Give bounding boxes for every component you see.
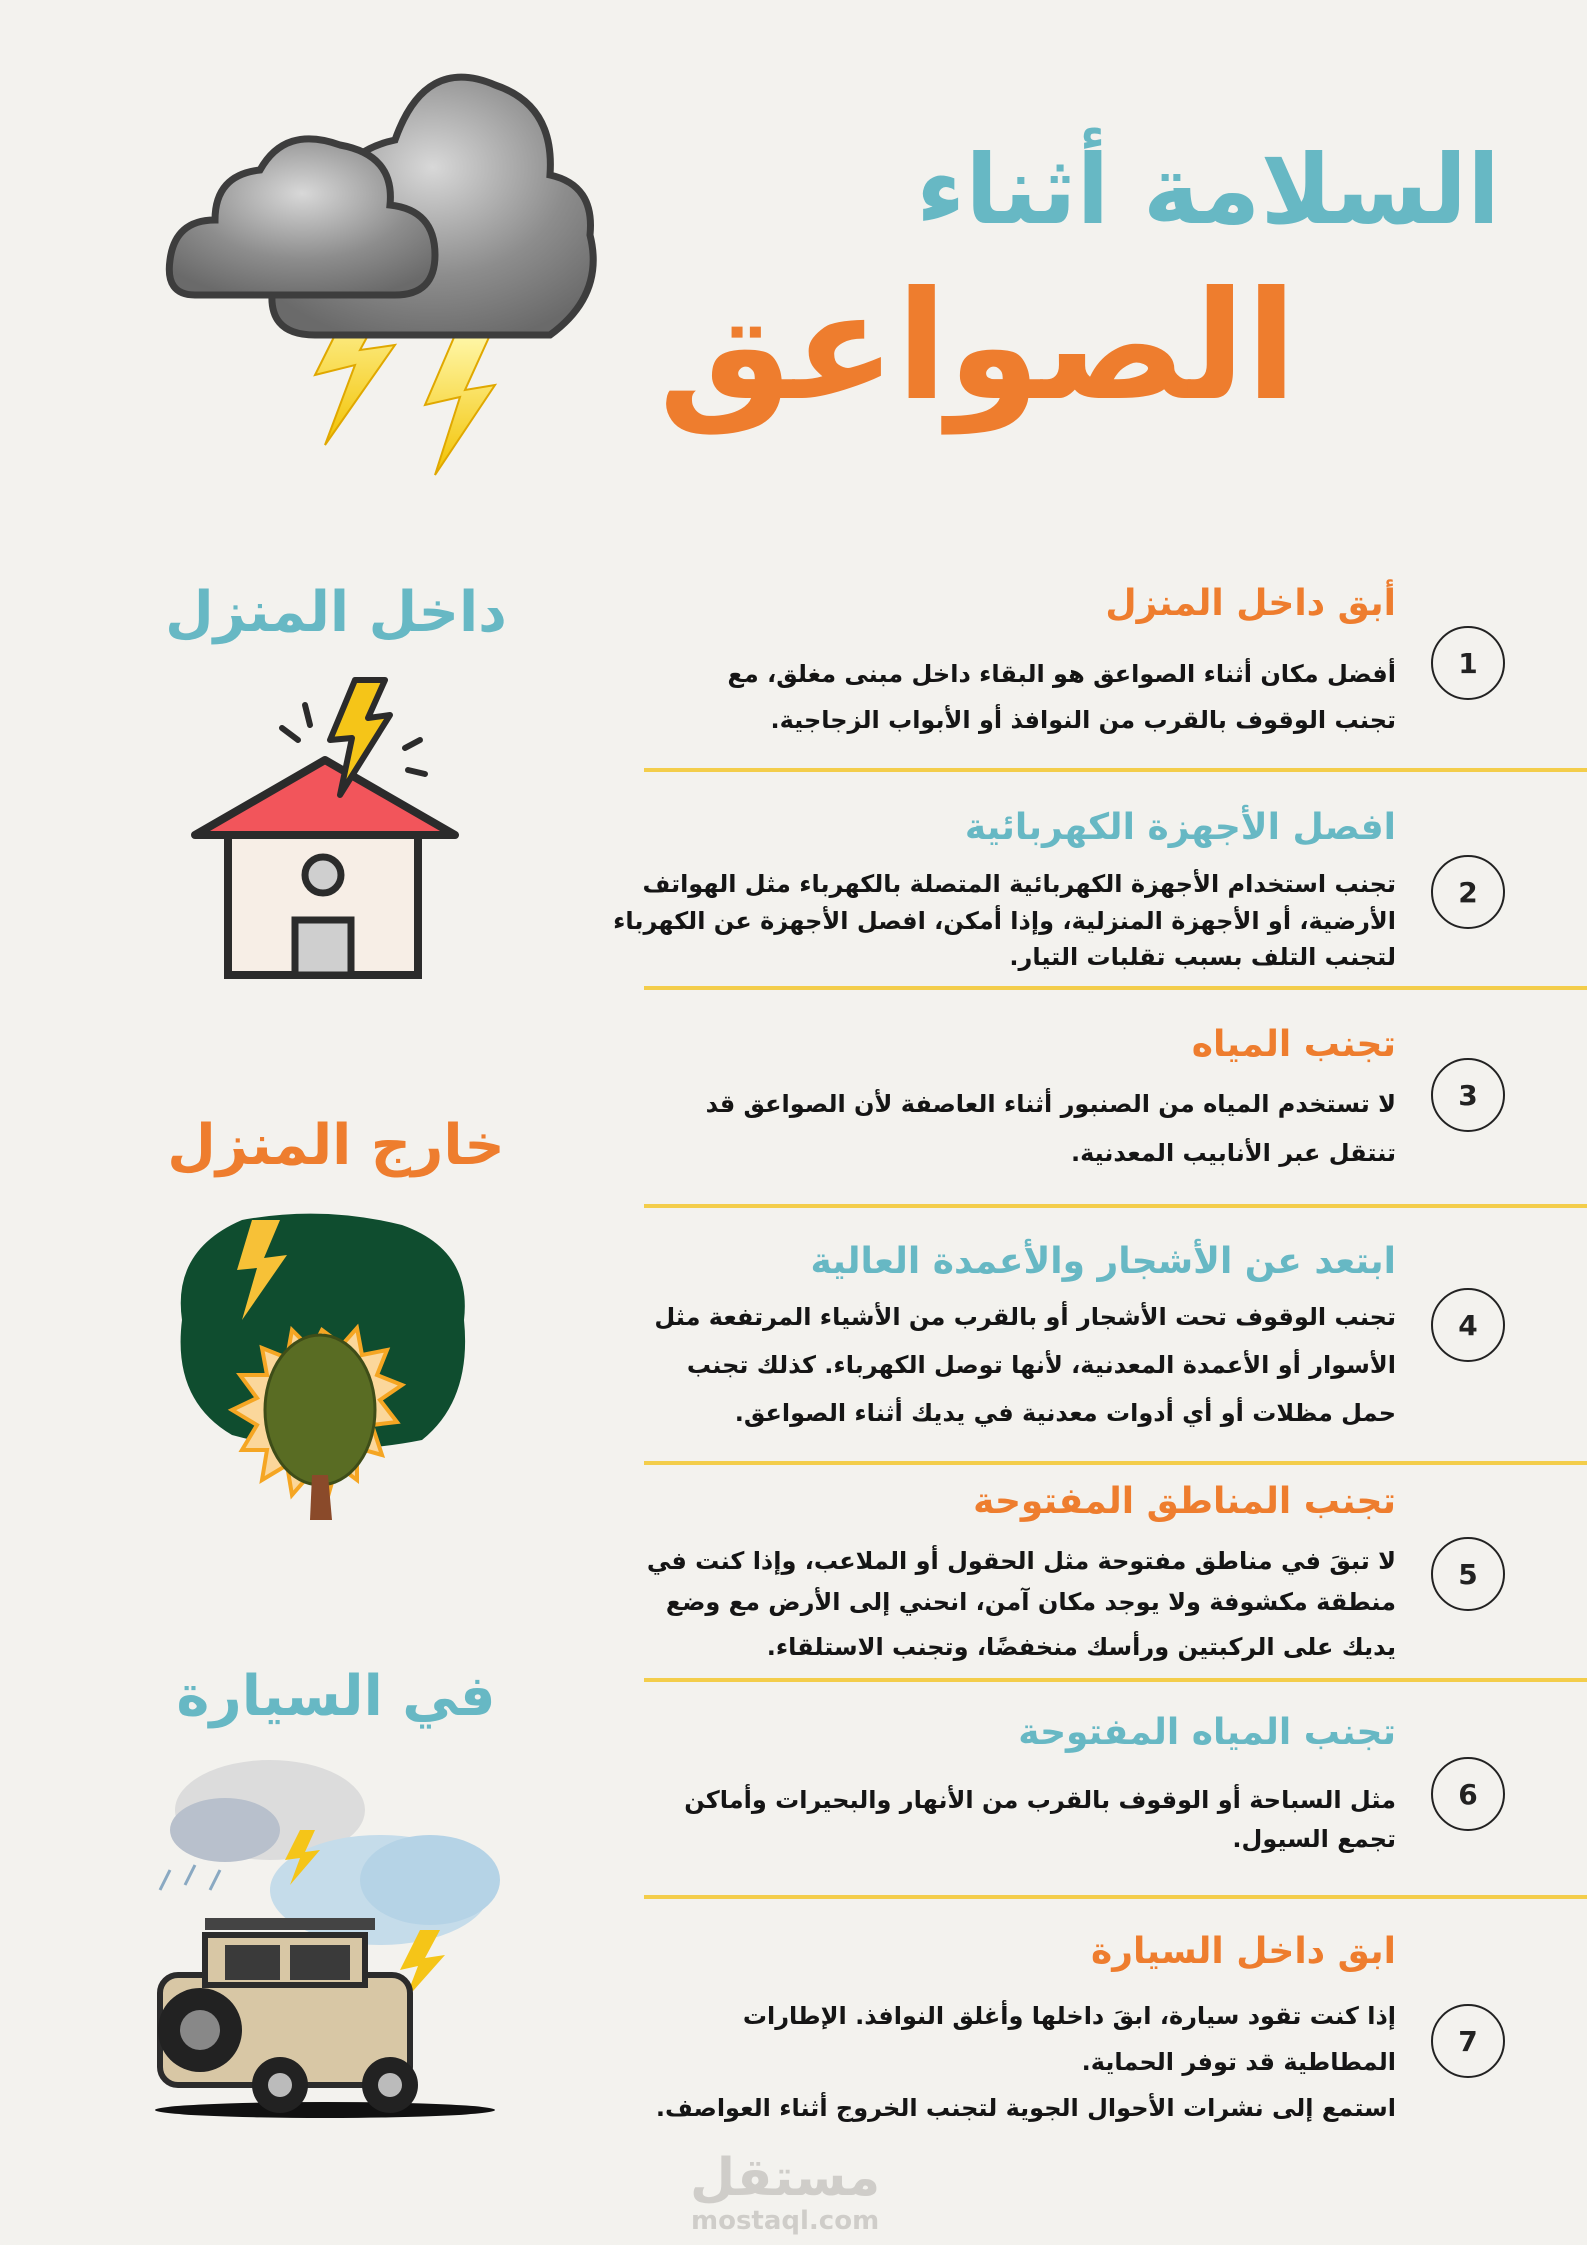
tip-body-line: حمل مظلات أو أي أدوات معدنية في يديك أثناء الصواعق. [734, 1399, 1396, 1427]
tip-body-line: المطاطية قد توفر الحماية. [1081, 2048, 1396, 2076]
tip-body-line: تنتقل عبر الأنابيب المعدنية. [1070, 1139, 1396, 1167]
tip-body-line: استمع إلى نشرات الأحوال الجوية لتجنب الخروج أثناء العواصف. [655, 2094, 1396, 2122]
storm-clouds-icon [165, 45, 605, 485]
tip-body-line: تجنب استخدام الأجهزة الكهربائية المتصلة بالكهرباء مثل الهواتف [642, 870, 1396, 898]
title-line-1: السلامة أثناء [916, 134, 1500, 246]
tip-body-line: تجنب الوقوف تحت الأشجار أو بالقرب من الأشياء المرتفعة مثل [654, 1303, 1396, 1331]
watermark [690, 2150, 880, 2236]
watermark-arabic: مستقل [690, 2148, 881, 2208]
tip-number-badge: 1 [1431, 626, 1505, 700]
tip-heading: تجنب المياه [1191, 1024, 1396, 1065]
tip-heading: افصل الأجهزة الكهربائية [964, 807, 1396, 848]
car-storm-icon [150, 1750, 515, 2120]
tip-heading: تجنب المياه المفتوحة [1018, 1712, 1396, 1753]
tip-number-badge: 7 [1431, 2004, 1505, 2078]
tip-body-line: الأسوار أو الأعمدة المعدنية، لأنها توصل الكهرباء. كذلك تجنب [686, 1351, 1396, 1379]
divider [644, 1895, 1587, 1899]
tip-body-line: تجمع السيول. [1232, 1825, 1396, 1853]
tip-body-line: تجنب الوقوف بالقرب من النوافذ أو الأبواب الزجاجية. [770, 706, 1396, 734]
title-line-2: الصواعق [658, 260, 1297, 434]
tip-heading: ابق داخل السيارة [1091, 1931, 1396, 1972]
section-inside-home: داخل المنزل [165, 580, 507, 645]
divider [644, 1204, 1587, 1208]
house-lightning-icon [190, 670, 460, 990]
tip-body-line: لتجنب التلف بسبب تقلبات التيار. [1009, 943, 1396, 971]
divider [644, 768, 1587, 772]
tip-body-line: مثل السباحة أو الوقوف بالقرب من الأنهار والبحيرات وأماكن [684, 1786, 1396, 1814]
divider [644, 1678, 1587, 1682]
tip-number-badge: 6 [1431, 1757, 1505, 1831]
tip-heading: ابتعد عن الأشجار والأعمدة العالية [810, 1241, 1396, 1282]
tip-body-line: لا تبقَ في مناطق مفتوحة مثل الحقول أو الملاعب، وإذا كنت في [646, 1547, 1396, 1575]
tip-heading: تجنب المناطق المفتوحة [973, 1481, 1396, 1522]
tip-number-badge: 4 [1431, 1288, 1505, 1362]
tip-body-line: إذا كنت تقود سيارة، ابقَ داخلها وأغلق النوافذ. الإطارات [742, 2002, 1396, 2030]
section-outside-home: خارج المنزل [167, 1113, 505, 1178]
tip-number-badge: 2 [1431, 855, 1505, 929]
tip-body-line: الأرضية، أو الأجهزة المنزلية، وإذا أمكن، افصل الأجهزة عن الكهرباء [613, 907, 1396, 935]
tip-body-line: أفضل مكان أثناء الصواعق هو البقاء داخل مبنى مغلق، مع [727, 660, 1396, 688]
tip-heading: أبق داخل المنزل [1105, 583, 1396, 624]
tip-body-line: لا تستخدم المياه من الصنبور أثناء العاصفة لأن الصواعق قد [705, 1090, 1396, 1118]
tip-body-line: يديك على الركبتين ورأسك منخفضًا، وتجنب الاستلقاء. [766, 1633, 1396, 1661]
tip-number-badge: 5 [1431, 1537, 1505, 1611]
divider [644, 1461, 1587, 1465]
divider [644, 986, 1587, 990]
tip-body-line: منطقة مكشوفة ولا يوجد مكان آمن، انحني إلى الأرض مع وضع [665, 1588, 1396, 1616]
tip-number-badge: 3 [1431, 1058, 1505, 1132]
watermark-latin: mostaql.com [691, 2206, 880, 2236]
tree-lightning-icon [172, 1210, 472, 1565]
section-in-car: في السيارة [176, 1664, 496, 1729]
